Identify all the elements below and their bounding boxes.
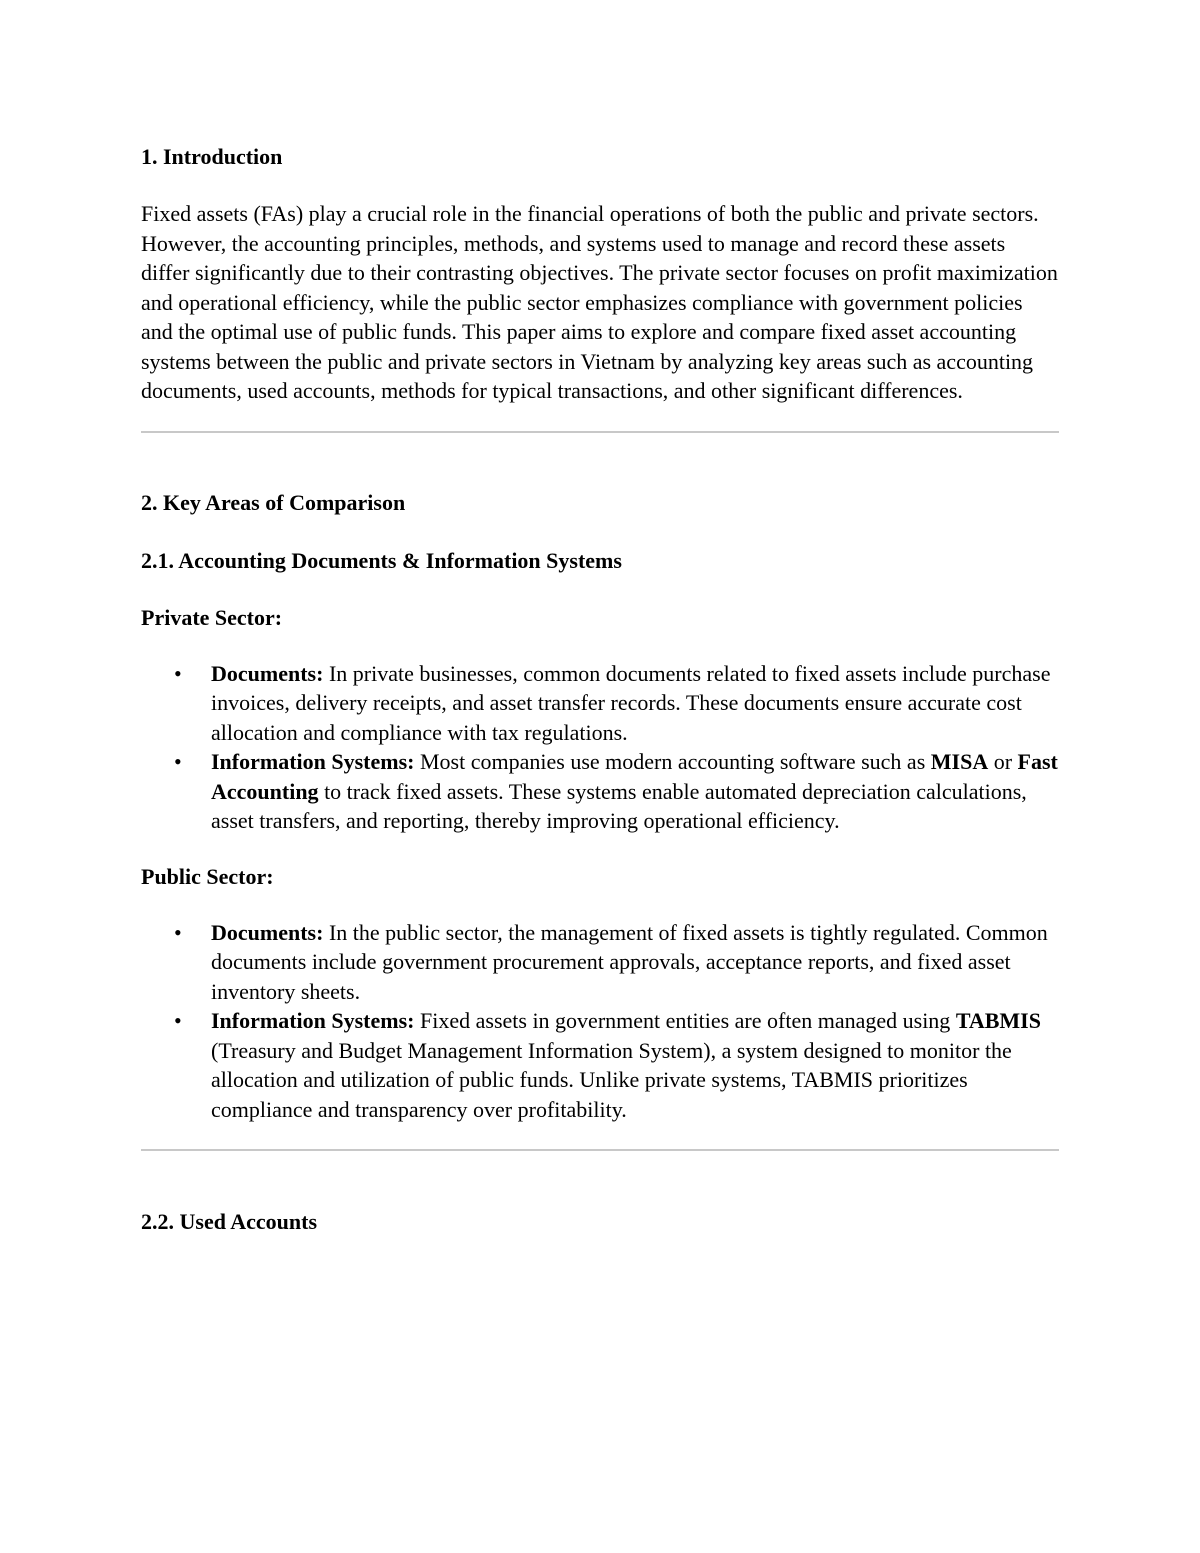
item-text: or <box>988 749 1018 774</box>
item-label: Documents: <box>211 660 324 686</box>
system-name: TABMIS <box>955 1008 1041 1033</box>
private-sector-list <box>141 659 1059 836</box>
subsection-heading-used-accounts: 2.2. Used Accounts <box>141 1209 318 1234</box>
bullet-icon: • <box>174 660 182 686</box>
item-text: Most companies use modern accounting software such as <box>414 749 931 774</box>
public-sector-heading: Public Sector: <box>141 863 274 889</box>
item-text: In the public sector, the management of fixed assets is tightly regulated. Common documents include government procurement approvals, acceptance reports, and fixed asset inventory sheets. <box>211 919 1048 1004</box>
bullet-icon: • <box>174 749 182 774</box>
section-divider <box>141 431 1059 433</box>
item-label: Documents: <box>211 919 324 945</box>
item-text: Fixed assets in government entities are often managed using <box>414 1008 956 1033</box>
item-text: to track fixed assets. These systems enable automated depreciation calculations, asset transfers, and reporting, thereby improving operational efficiency. <box>211 778 1027 833</box>
item-text: (Treasury and Budget Management Information System), a system designed to monitor the allocation and utilization of public funds. Unlike private systems, TABMIS prioritizes compliance and transparency over profitability. <box>211 1037 1012 1122</box>
list-item <box>174 747 1059 836</box>
subsection-heading-documents-systems: 2.1. Accounting Documents & Information Systems <box>141 547 622 573</box>
software-name: Fast Accounting <box>211 749 1058 804</box>
intro-paragraph: Fixed assets (FAs) play a crucial role in the financial operations of both the public and private sectors. However, the accounting principles, methods, and systems used to manage and record these assets differ significantly due to their contrasting objectives. The private sector focuses on profit maximization and operational efficiency, while the public sector emphasizes compliance with government policies and the optimal use of public funds. This paper aims to explore and compare fixed asset accounting systems between the public and private sectors in Vietnam by analyzing key areas such as accounting documents, used accounts, methods for typical transactions, and other significant differences. <box>141 201 1058 403</box>
section-heading-key-areas: 2. Key Areas of Comparison <box>141 489 406 515</box>
private-sector-heading: Private Sector: <box>141 604 283 630</box>
section-heading-introduction: 1. Introduction <box>141 144 283 169</box>
list-item <box>174 659 1059 748</box>
software-name: MISA <box>930 749 989 774</box>
item-text: In private businesses, common documents related to fixed assets include purchase invoices, delivery receipts, and asset transfer records. These documents ensure accurate cost allocation and compliance with tax regulations. <box>211 660 1051 745</box>
item-label: Information Systems: <box>211 1008 415 1033</box>
list-item <box>174 918 1059 1007</box>
document-content <box>141 141 1059 1237</box>
bullet-icon: • <box>174 1008 182 1033</box>
item-label: Information Systems: <box>211 749 415 774</box>
public-sector-list <box>141 918 1059 1125</box>
list-item <box>174 1006 1059 1124</box>
section-divider <box>141 1149 1059 1151</box>
bullet-icon: • <box>174 919 182 945</box>
